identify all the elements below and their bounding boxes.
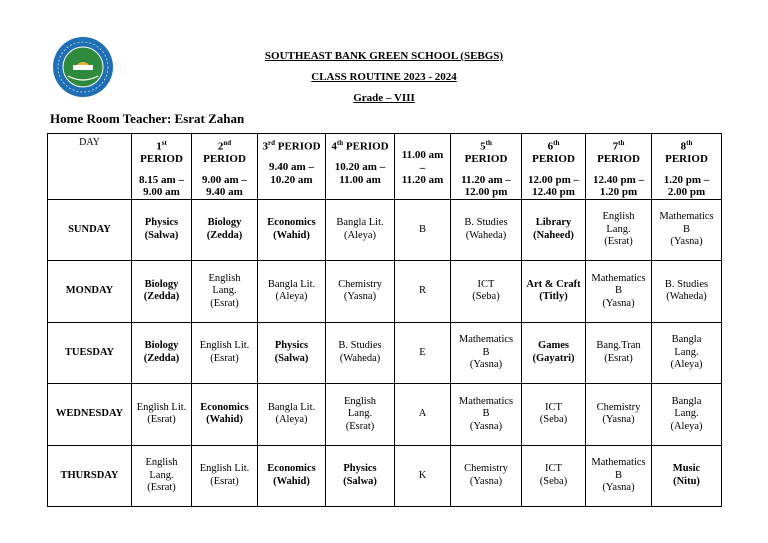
class-cell (522, 445, 586, 507)
period-label: 4th PERIOD (331, 139, 389, 153)
subject-name: Bangla Lit. (267, 278, 316, 290)
period-header (258, 134, 326, 200)
teacher-name: (Aleya) (670, 420, 703, 432)
teacher-name: (Esrat) (210, 297, 239, 309)
subject-name: English Lang. (208, 272, 241, 297)
class-cell (522, 384, 586, 446)
teacher-name: (Esrat) (210, 352, 239, 364)
day-name: WEDNESDAY (48, 384, 132, 446)
class-cell (258, 384, 326, 446)
teacher-name: (Esrat) (147, 414, 176, 426)
class-cell (586, 199, 652, 261)
subject-name: Physics (274, 340, 309, 352)
school-title: SOUTHEAST BANK GREEN SCHOOL (SEBGS) (264, 50, 504, 62)
period-time: 12.40 pm – 1.20 pm (592, 173, 645, 199)
day-row-thursday (48, 445, 722, 507)
period-header (522, 134, 586, 200)
subject-name: B. Studies (464, 217, 508, 229)
class-cell (258, 445, 326, 507)
subject-name: Mathematics B (591, 457, 646, 481)
teacher-name: (Seba) (472, 291, 500, 303)
class-cell (192, 199, 258, 261)
period-time: 12.00 pm – 12.40 pm (527, 173, 580, 199)
subject-name: Biology (207, 217, 242, 229)
class-cell (586, 445, 652, 507)
teacher-name: (Yasna) (343, 291, 377, 303)
day-name: MONDAY (48, 261, 132, 323)
subject-name: English Lit. (199, 340, 250, 352)
subject-name: Bangla Lit. (267, 401, 316, 413)
class-cell (451, 199, 522, 261)
break-letter: B (395, 199, 451, 261)
subject-name: Music (672, 463, 701, 475)
subject-name: Bangla Lang. (671, 334, 702, 358)
subject-name: Chemistry (338, 278, 382, 290)
class-cell (326, 445, 395, 507)
teacher-name: (Yasna) (602, 482, 635, 494)
day-row-sunday (48, 199, 722, 261)
teacher-name: (Esrat) (604, 236, 633, 248)
period-header (132, 134, 192, 200)
school-seal-logo (52, 36, 114, 98)
period-time: 11.20 am – 12.00 pm (461, 173, 511, 199)
teacher-name: (Seba) (539, 414, 568, 426)
subject-name: B. Studies (338, 340, 382, 352)
period-time: 11.00 am – 11.20 am (401, 149, 444, 187)
class-cell (652, 384, 722, 446)
routine-table (47, 133, 722, 507)
class-cell (451, 322, 522, 384)
break-letter: K (395, 445, 451, 507)
subject-name: Economics (267, 463, 316, 475)
class-cell (586, 322, 652, 384)
class-cell (132, 261, 192, 323)
class-cell (522, 261, 586, 323)
break-letter: R (395, 261, 451, 323)
grade-title: Grade – VIII (353, 92, 415, 104)
period-label: 8th PERIOD (665, 139, 708, 166)
teacher-name: (Esrat) (147, 482, 176, 494)
subject-name: Bangla Lang. (671, 395, 702, 420)
teacher-name: (Seba) (539, 475, 568, 487)
period-label: 7th PERIOD (597, 139, 640, 166)
subject-name: B. Studies (664, 278, 709, 290)
class-cell (192, 445, 258, 507)
teacher-name: (Wahid) (273, 475, 310, 487)
subject-name: ICT (545, 401, 562, 413)
class-cell (132, 199, 192, 261)
subject-name: English Lit. (199, 463, 250, 475)
subject-name: Mathematics B (659, 211, 714, 235)
class-cell (451, 261, 522, 323)
period-header (652, 134, 722, 200)
subject-name: Economics (267, 217, 316, 229)
subject-name: English Lang. (343, 395, 377, 420)
subject-name: English Lit. (136, 401, 187, 413)
period-label: 2nd PERIOD (203, 139, 246, 166)
break-letter: A (395, 384, 451, 446)
teacher-name: (Esrat) (345, 420, 375, 432)
subject-name: Physics (144, 217, 179, 229)
subject-name: Library (535, 217, 572, 229)
class-cell (192, 384, 258, 446)
break-letter: E (395, 322, 451, 384)
class-cell (326, 261, 395, 323)
period-time: 9.40 am – 10.20 am (269, 161, 314, 186)
header-row (48, 134, 722, 200)
teacher-name: (Yasna) (602, 414, 635, 426)
class-cell (652, 199, 722, 261)
period-time: 9.00 am – 9.40 am (202, 173, 247, 199)
teacher-name: (Salwa) (343, 475, 377, 487)
subject-name: Games (538, 340, 569, 352)
subject-name: Mathematics B (458, 334, 514, 358)
teacher-name: (Nitu) (673, 475, 700, 487)
teacher-name: (Aleya) (670, 359, 703, 371)
period-label: 3rd PERIOD (262, 139, 321, 153)
class-cell (652, 261, 722, 323)
day-row-monday (48, 261, 722, 323)
teacher-name: (Esrat) (604, 352, 633, 364)
subject-name: Biology (144, 340, 179, 352)
period-time: 8.15 am – 9.00 am (139, 173, 184, 199)
subject-name: Economics (200, 401, 249, 413)
teacher-name: (Yasna) (602, 297, 635, 309)
class-cell (132, 445, 192, 507)
day-column-header: DAY (48, 134, 132, 200)
class-cell (326, 199, 395, 261)
teacher-name: (Aleya) (343, 229, 377, 241)
teacher-name: (Yasna) (670, 236, 703, 248)
subject-name: Biology (144, 278, 179, 290)
subject-name: Mathematics B (458, 395, 514, 420)
subject-name: English Lang. (145, 457, 178, 481)
teacher-name: (Waheda) (666, 291, 707, 303)
routine-title: CLASS ROUTINE 2023 - 2024 (311, 71, 457, 83)
class-cell (132, 322, 192, 384)
subject-name: Chemistry (464, 463, 508, 475)
period-time: 10.20 am – 11.00 am (334, 161, 386, 186)
period-header (451, 134, 522, 200)
class-cell (132, 384, 192, 446)
subject-name: ICT (545, 463, 562, 475)
teacher-name: (Esrat) (210, 475, 239, 487)
teacher-name: (Salwa) (274, 352, 309, 364)
teacher-name: (Zedda) (143, 291, 180, 303)
teacher-name: (Yasna) (469, 420, 503, 432)
subject-name: Bang.Tran (596, 340, 641, 352)
period-label: 1st PERIOD (140, 139, 183, 166)
break-header (395, 134, 451, 200)
period-header (192, 134, 258, 200)
teacher-name: (Yasna) (469, 475, 503, 487)
subject-name: English Lang. (602, 211, 635, 235)
teacher-name: (Titly) (539, 291, 568, 303)
class-cell (652, 445, 722, 507)
day-row-wednesday (48, 384, 722, 446)
period-header (326, 134, 395, 200)
teacher-name: (Zedda) (206, 229, 243, 241)
subject-name: Mathematics B (591, 272, 646, 297)
class-cell (586, 384, 652, 446)
teacher-name: (Gayatri) (532, 352, 575, 364)
day-name: TUESDAY (48, 322, 132, 384)
teacher-name: (Naheed) (533, 229, 574, 241)
class-cell (586, 261, 652, 323)
day-name: THURSDAY (48, 445, 132, 507)
period-label: 5th PERIOD (464, 139, 508, 166)
home-room-teacher: Home Room Teacher: Esrat Zahan (50, 111, 245, 126)
class-cell (192, 322, 258, 384)
subject-name: Physics (343, 463, 377, 475)
teacher-name: (Salwa) (144, 229, 179, 241)
teacher-name: (Zedda) (143, 352, 180, 364)
teacher-name: (Aleya) (275, 414, 308, 426)
class-cell (522, 199, 586, 261)
class-cell (192, 261, 258, 323)
subject-name: Chemistry (596, 401, 641, 413)
teacher-name: (Wahid) (206, 414, 243, 426)
period-header (586, 134, 652, 200)
teacher-name: (Waheda) (339, 352, 381, 364)
subject-name: Art & Craft (526, 278, 581, 290)
period-time: 1.20 pm – 2.00 pm (663, 173, 710, 199)
class-cell (258, 199, 326, 261)
teacher-name: (Waheda) (465, 229, 507, 241)
teacher-name: (Aleya) (275, 291, 308, 303)
class-cell (451, 384, 522, 446)
day-name: SUNDAY (48, 199, 132, 261)
class-cell (652, 322, 722, 384)
class-cell (258, 261, 326, 323)
period-label: 6th PERIOD (532, 139, 575, 166)
class-cell (451, 445, 522, 507)
day-row-tuesday (48, 322, 722, 384)
teacher-name: (Wahid) (273, 229, 310, 241)
class-cell (326, 384, 395, 446)
class-cell (326, 322, 395, 384)
class-cell (258, 322, 326, 384)
class-cell (522, 322, 586, 384)
subject-name: Bangla Lit. (336, 217, 384, 229)
teacher-name: (Yasna) (469, 359, 503, 371)
subject-name: ICT (477, 278, 495, 290)
